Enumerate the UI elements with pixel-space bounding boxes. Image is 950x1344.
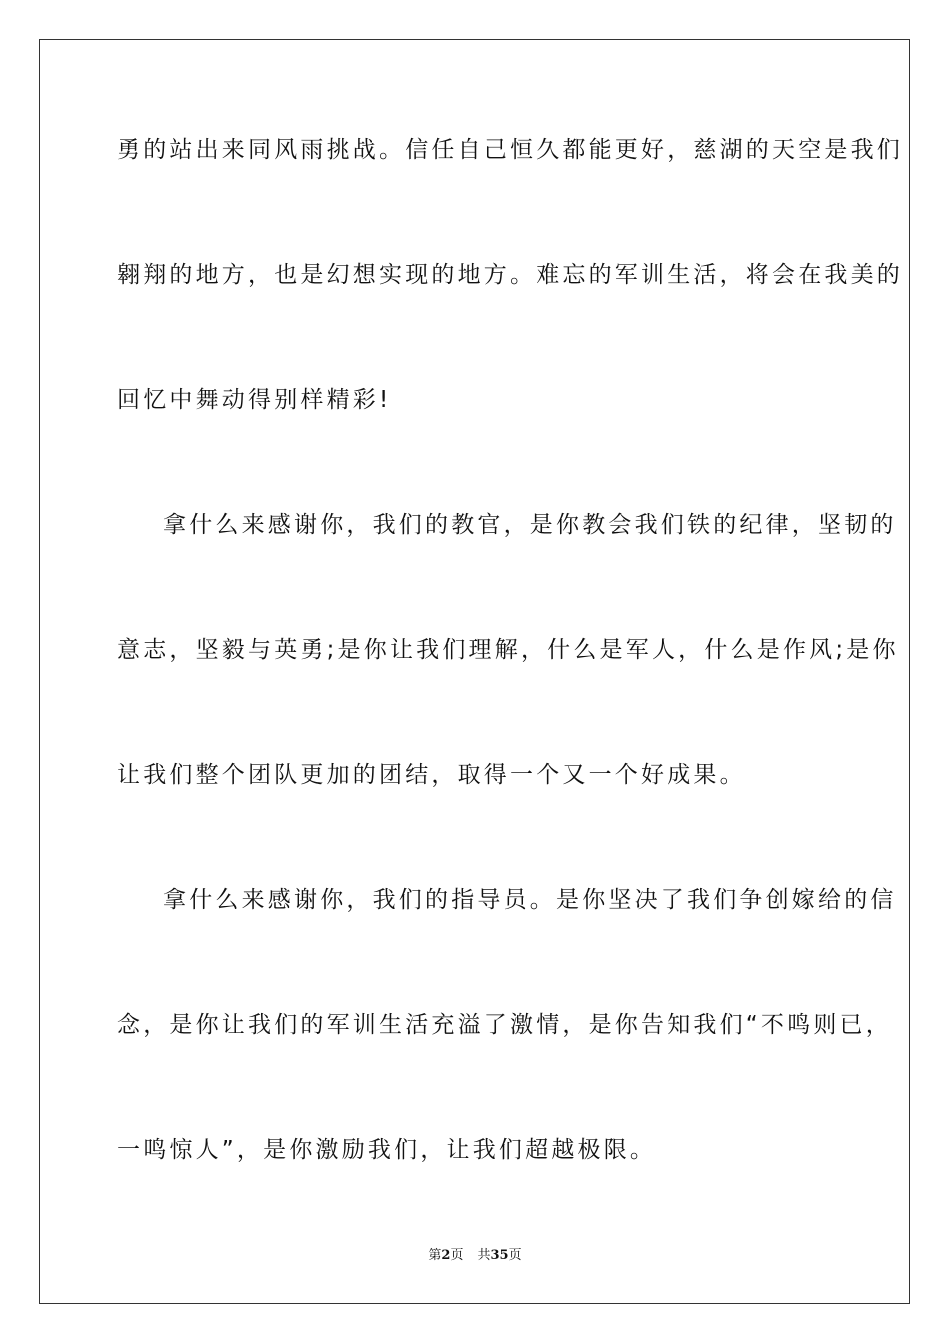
- paragraph-line: 一鸣惊人”，是你激励我们，让我们超越极限。: [117, 1137, 657, 1163]
- page-footer: [0, 1247, 950, 1265]
- paragraph-line: 念，是你让我们的军训生活充溢了激情，是你告知我们“不鸣则已，: [117, 1012, 892, 1038]
- paragraph-line: 拿什么来感谢你，我们的教官，是你教会我们铁的纪律，坚韧的: [163, 512, 897, 538]
- paragraph-line: 翱翔的地方，也是幻想实现的地方。难忘的军训生活，将会在我美的: [117, 262, 903, 288]
- paragraph-line: 意志，坚毅与英勇;是你让我们理解，什么是军人，什么是作风;是你: [117, 637, 899, 663]
- page-number: 2: [441, 1248, 451, 1263]
- page-prefix: 第: [428, 1248, 442, 1263]
- paragraph-line: 回忆中舞动得别样精彩!: [117, 387, 392, 413]
- paragraph-line: 让我们整个团队更加的团结，取得一个又一个好成果。: [117, 762, 746, 788]
- page-suffix: 页: [450, 1248, 464, 1263]
- paragraph-line: 拿什么来感谢你，我们的指导员。是你坚决了我们争创嫁给的信: [163, 887, 897, 913]
- page-border: [39, 39, 910, 1304]
- paragraph-line: 勇的站出来同风雨挑战。信任自己恒久都能更好，慈湖的天空是我们: [117, 137, 903, 163]
- total-pages: 35: [490, 1248, 509, 1263]
- total-prefix: 共: [477, 1248, 491, 1263]
- total-suffix: 页: [508, 1248, 522, 1263]
